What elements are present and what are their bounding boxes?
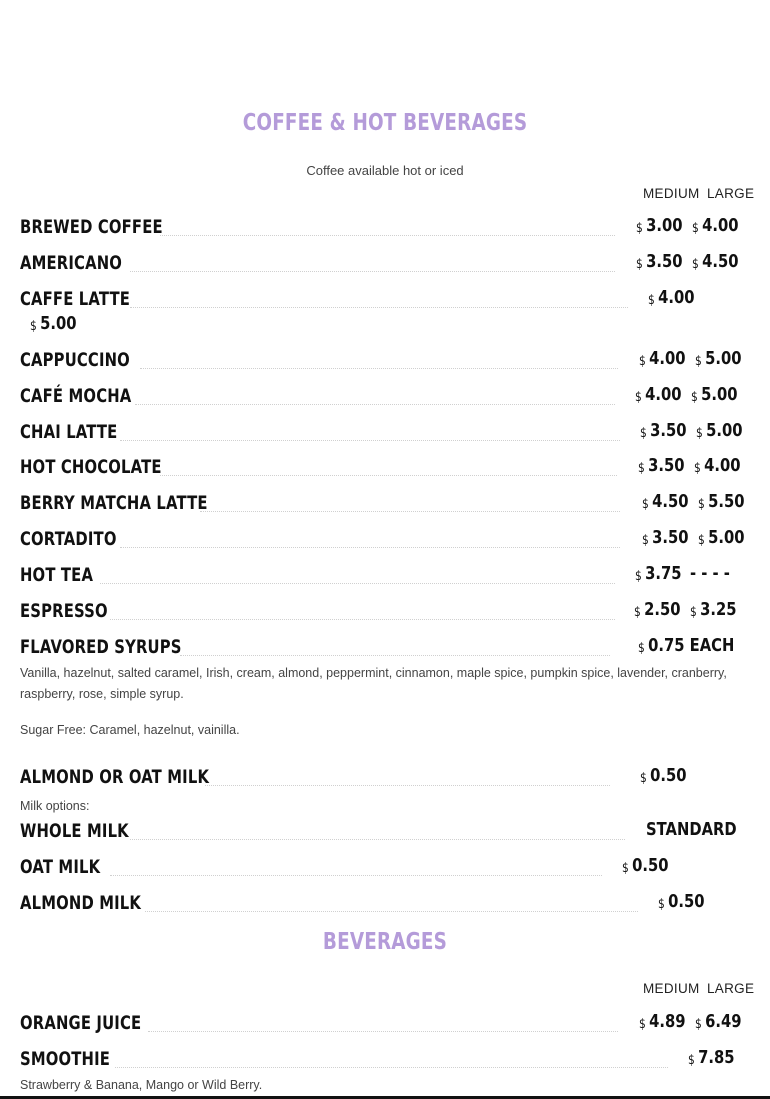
price-medium: $ 2.50	[634, 599, 681, 620]
price-large: $ 5.00	[691, 384, 738, 405]
price: $ 0.50	[640, 765, 687, 786]
dot-leader	[110, 619, 615, 620]
price-medium: $ 3.00	[636, 215, 683, 236]
price-large: $ 5.50	[698, 491, 745, 512]
item-name: OAT MILK	[20, 856, 101, 878]
price-large: $ 7.85	[688, 1047, 735, 1068]
dot-leader	[148, 1031, 618, 1032]
item-name: ORANGE JUICE	[20, 1012, 142, 1034]
dot-leader	[160, 235, 615, 236]
item-name: CAFFE LATTE	[20, 288, 131, 310]
item-name: ALMOND OR OAT MILK	[20, 766, 210, 788]
dot-leader	[135, 404, 615, 405]
dot-leader	[130, 839, 625, 840]
dot-leader	[120, 440, 620, 441]
price-medium: $ 4.00	[639, 348, 686, 369]
price-large: $ 3.25	[690, 599, 737, 620]
dot-leader	[130, 271, 615, 272]
price-large: $ 4.50	[692, 251, 739, 272]
item-name: SMOOTHIE	[20, 1048, 111, 1070]
size-header-medium: MEDIUM	[643, 186, 700, 201]
sugar-free-note: Sugar Free: Caramel, hazelnut, vainilla.	[20, 723, 240, 737]
item-name: HOT TEA	[20, 564, 94, 586]
price-each: $ 0.75 EACH	[638, 635, 735, 656]
dot-leader	[140, 368, 618, 369]
price-medium: $ 4.00	[635, 384, 682, 405]
item-name: AMERICANO	[20, 252, 123, 274]
dot-leader	[115, 1067, 668, 1068]
item-name: HOT CHOCOLATE	[20, 456, 162, 478]
dot-leader	[100, 583, 615, 584]
size-header-large: LARGE	[707, 186, 755, 201]
price-medium: $ 4.00	[648, 287, 695, 308]
dot-leader	[110, 875, 602, 876]
price: $ 0.50	[622, 855, 669, 876]
item-name: ALMOND MILK	[20, 892, 142, 914]
dot-leader	[120, 547, 620, 548]
size-header-medium: MEDIUM	[643, 981, 700, 996]
syrup-flavors-description: Vanilla, hazelnut, salted caramel, Irish, cream, almond, peppermint, cinnamon, maple spice, pumpkin spice, lavender, cranberry, raspberry, rose, simple syrup.	[20, 666, 727, 701]
price-medium: $ 3.50	[636, 251, 683, 272]
item-name: BREWED COFFEE	[20, 216, 163, 238]
section-subtitle: Coffee available hot or iced	[306, 163, 464, 178]
price-large: $ 4.00	[694, 455, 741, 476]
price-medium: $ 4.89	[639, 1011, 686, 1032]
price-large: - - - -	[690, 563, 730, 584]
dot-leader	[145, 911, 638, 912]
item-name: FLAVORED SYRUPS	[20, 636, 182, 658]
item-name: WHOLE MILK	[20, 820, 129, 842]
price-medium: $ 3.50	[640, 420, 687, 441]
smoothie-flavors-description: Strawberry & Banana, Mango or Wild Berry.	[20, 1078, 263, 1092]
dot-leader	[130, 307, 628, 308]
section-title-coffee: COFFEE & HOT BEVERAGES	[242, 110, 528, 136]
item-name: CHAI LATTE	[20, 421, 118, 443]
price: STANDARD	[646, 819, 737, 840]
price-medium: $ 4.50	[642, 491, 689, 512]
price-large: $ 5.00	[696, 420, 743, 441]
item-name: ESPRESSO	[20, 600, 108, 622]
dot-leader	[205, 785, 610, 786]
item-name: CAPPUCCINO	[20, 349, 130, 371]
item-name: CAFÉ MOCHA	[20, 385, 132, 407]
price: $ 0.50	[658, 891, 705, 912]
price-large: $ 5.00	[30, 313, 77, 334]
price-large: $ 4.00	[692, 215, 739, 236]
section-title-beverages: BEVERAGES	[322, 929, 448, 955]
dot-leader	[200, 511, 620, 512]
price-large: $ 6.49	[695, 1011, 742, 1032]
dot-leader	[180, 655, 610, 656]
price-large: $ 5.00	[695, 348, 742, 369]
milk-options-label: Milk options:	[20, 799, 90, 813]
dot-leader	[160, 475, 617, 476]
item-name: BERRY MATCHA LATTE	[20, 492, 208, 514]
price-medium: $ 3.50	[642, 527, 689, 548]
price-large: $ 5.00	[698, 527, 745, 548]
item-name: CORTADITO	[20, 528, 117, 550]
price-medium: $ 3.75	[635, 563, 682, 584]
price-medium: $ 3.50	[638, 455, 685, 476]
size-header-large: LARGE	[707, 981, 755, 996]
